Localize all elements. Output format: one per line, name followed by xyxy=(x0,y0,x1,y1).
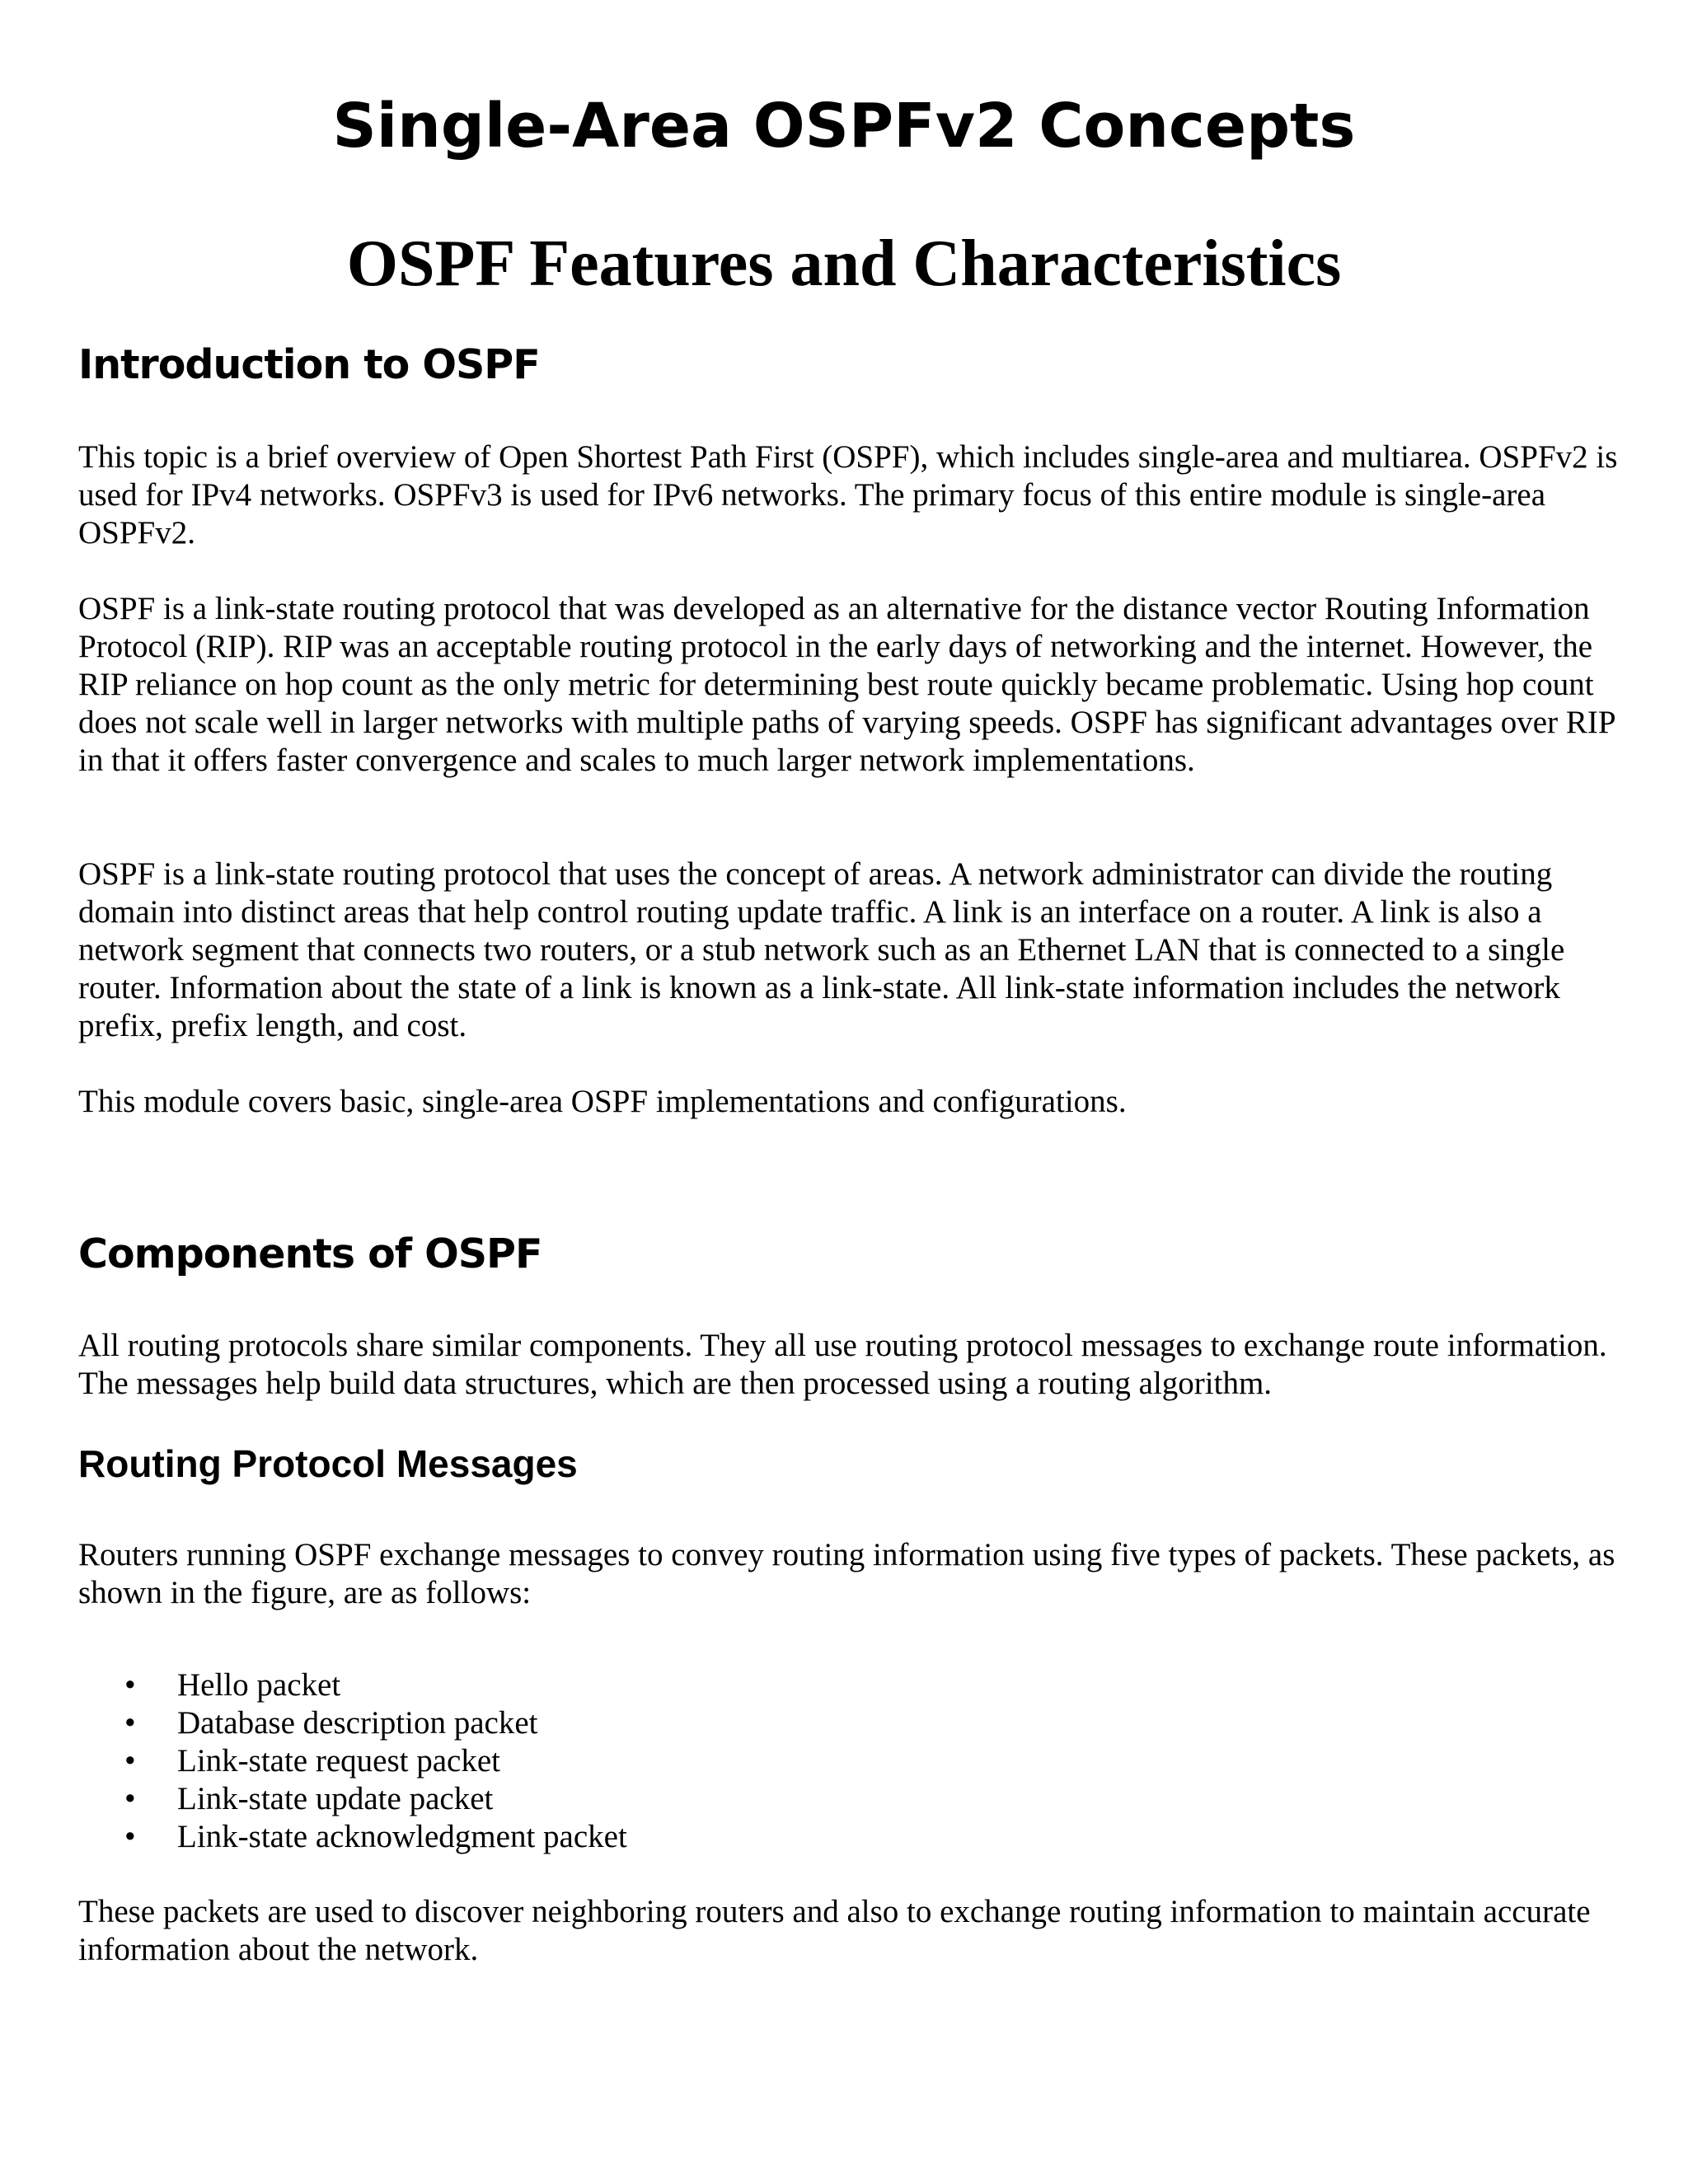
bullet-icon: • xyxy=(124,1819,136,1854)
bullet-icon: • xyxy=(124,1781,136,1816)
list-item xyxy=(78,1780,627,1818)
intro-paragraph-4: This module covers basic, single-area OSPF implementations and configurations. xyxy=(78,1084,1127,1119)
messages-paragraph: Routers running OSPF exchange messages to convey routing information using five types of packets. These packets, as shown in the figure, are as follows: xyxy=(78,1537,1615,1610)
list-item-text: Link-state acknowledgment packet xyxy=(177,1819,627,1854)
components-paragraph: All routing protocols share similar components. They all use routing protocol messages to exchange route information. The messages help build data structures, which are then processed using a routing algorithm. xyxy=(78,1328,1607,1401)
list-item xyxy=(78,1742,627,1780)
packet-type-list xyxy=(78,1666,627,1856)
list-item xyxy=(78,1818,627,1856)
bullet-icon: • xyxy=(124,1667,136,1703)
intro-paragraph-1: This topic is a brief overview of Open Shortest Path First (OSPF), which includes single-area and multiarea. OSPFv2 is used for IPv4 networks. OSPFv3 is used for IPv6 networks. The primary focus of this entire module is single-area OSPFv2. xyxy=(78,439,1618,551)
bullet-icon: • xyxy=(124,1743,136,1779)
document-title: Single-Area OSPFv2 Concepts xyxy=(332,91,1356,162)
subheading-routing-protocol-messages: Routing Protocol Messages xyxy=(78,1442,578,1485)
list-item-text: Link-state update packet xyxy=(177,1781,494,1816)
section-heading-components: Components of OSPF xyxy=(78,1230,542,1277)
list-item-text: Link-state request packet xyxy=(177,1743,500,1779)
list-item-text: Hello packet xyxy=(177,1667,341,1703)
closing-paragraph: These packets are used to discover neighboring routers and also to exchange routing information to maintain accurate information about the network. xyxy=(78,1894,1591,1967)
intro-paragraph-2: OSPF is a link-state routing protocol that was developed as an alternative for the distance vector Routing Information Protocol (RIP). RIP was an acceptable routing protocol in the early days of networking and the internet. However, the RIP reliance on hop count as the only metric for determining best route quickly became problematic. Using hop count does not scale well in larger networks with multiple paths of varying speeds. OSPF has significant advantages over RIP in that it offers faster convergence and scales to much larger network implementations. xyxy=(78,591,1615,778)
list-item xyxy=(78,1704,627,1742)
list-item xyxy=(78,1666,627,1704)
intro-paragraph-3: OSPF is a link-state routing protocol that uses the concept of areas. A network administrator can divide the routing domain into distinct areas that help control routing update traffic. A link is an interface on a router. A link is also a network segment that connects two routers, or a stub network such as an Ethernet LAN that is connected to a single router. Information about the state of a link is known as a link-state. All link-state information includes the network prefix, prefix length, and cost. xyxy=(78,856,1565,1043)
document-subtitle: OSPF Features and Characteristics xyxy=(346,227,1342,300)
bullet-icon: • xyxy=(124,1705,136,1741)
section-heading-introduction: Introduction to OSPF xyxy=(78,341,540,388)
list-item-text: Database description packet xyxy=(177,1705,538,1741)
